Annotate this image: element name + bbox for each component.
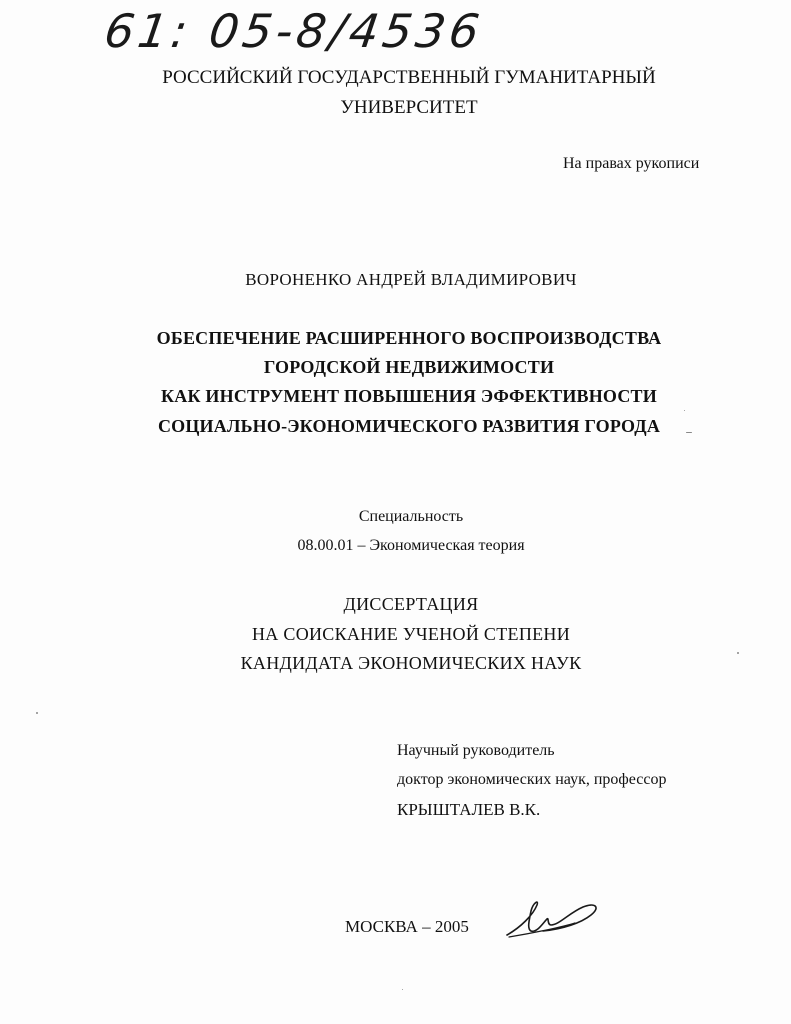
university-name-line2: УНИВЕРСИТЕТ <box>340 97 478 118</box>
specialty-label: Специальность <box>358 508 464 525</box>
advisor-name: КРЫШТАЛЕВ В.К. <box>397 800 541 819</box>
title-line2: ГОРОДСКОЙ НЕДВИЖИМОСТИ <box>263 357 555 377</box>
scan-speck <box>402 989 403 990</box>
archive-number-handwritten: 61: 05-8/4536 <box>101 4 487 58</box>
scan-speck <box>686 432 692 433</box>
title-line3: КАК ИНСТРУМЕНТ ПОВЫШЕНИЯ ЭФФЕКТИВНОСТИ <box>161 386 657 406</box>
rights-note: На правах рукописи <box>563 155 700 172</box>
dissertation-line3: КАНДИДАТА ЭКОНОМИЧЕСКИХ НАУК <box>240 653 582 673</box>
scan-speck <box>684 410 685 411</box>
advisor-label: Научный руководитель <box>397 742 555 759</box>
title-line4: СОЦИАЛЬНО-ЭКОНОМИЧЕСКОГО РАЗВИТИЯ ГОРОДА <box>157 416 661 436</box>
dissertation-line1: ДИССЕРТАЦИЯ <box>343 594 479 614</box>
city-year: МОСКВА – 2005 <box>345 917 469 936</box>
title-line1: ОБЕСПЕЧЕНИЕ РАСШИРЕННОГО ВОСПРОИЗВОДСТВА <box>156 328 662 348</box>
signature-icon <box>503 893 603 943</box>
scan-speck <box>737 652 739 654</box>
advisor-degree: доктор экономических наук, профессор <box>397 771 667 788</box>
author-name: ВОРОНЕНКО АНДРЕЙ ВЛАДИМИРОВИЧ <box>245 270 577 289</box>
specialty-value: 08.00.01 – Экономическая теория <box>297 537 525 554</box>
scan-speck <box>36 712 38 714</box>
dissertation-line2: НА СОИСКАНИЕ УЧЕНОЙ СТЕПЕНИ <box>251 624 571 644</box>
university-name-line1: РОССИЙСКИЙ ГОСУДАРСТВЕННЫЙ ГУМАНИТАРНЫЙ <box>162 67 656 88</box>
